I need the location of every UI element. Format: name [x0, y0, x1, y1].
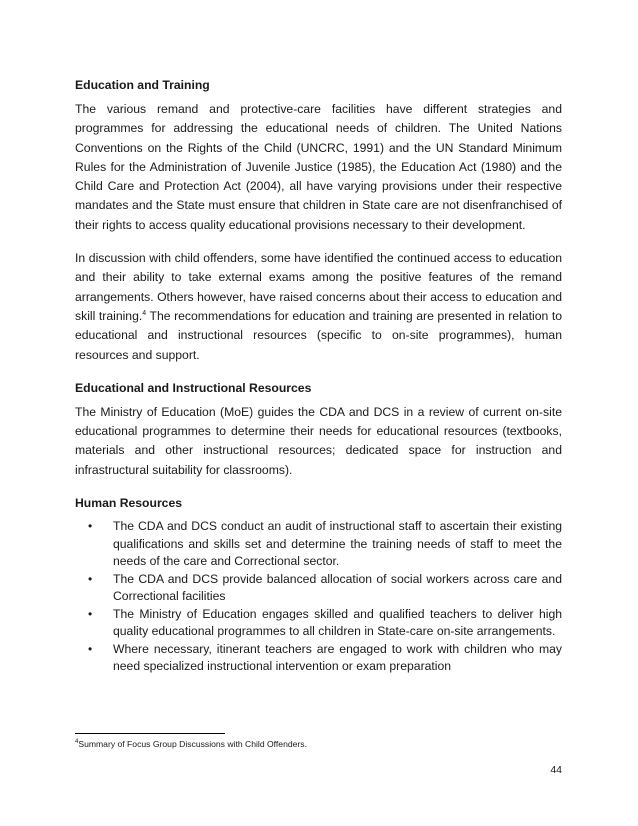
bullet-icon: • — [88, 571, 93, 586]
section-heading-human-resources: Human Resources — [75, 496, 183, 511]
footnote-number: 4 — [75, 739, 79, 746]
bullet-icon: • — [88, 606, 93, 621]
page-body — [75, 76, 562, 676]
list-item — [75, 606, 562, 641]
list-item — [75, 518, 562, 571]
list-item-text: The CDA and DCS provide balanced allocation of social workers across care and Correctional facilities — [113, 571, 562, 604]
bullet-icon: • — [88, 519, 93, 534]
page-number: 44 — [550, 764, 562, 776]
human-resources-list — [75, 518, 562, 676]
list-item-text: Where necessary, itinerant teachers are engaged to work with children who may need specialized instructional intervention or exam preparation — [113, 641, 562, 674]
list-item — [75, 571, 562, 606]
paragraph-child-offenders-part2: The recommendations for education and training are presented in relation to educational and instructional resources (specific to on-site programmes), human resources and support. — [75, 308, 562, 362]
paragraph-education-intro: The various remand and protective-care facilities have different strategies and programmes for addressing the educational needs of children. The United Nations Conventions on the Rights of the Child (UNCRC, 1991) and the UN Standard Minimum Rules for the Administration of Juvenile Justice (1985), the Education Act (1980) and the Child Care and Protection Act (2004), all have varying provisions under their respective mandates and the State must ensure that children in State care are not disenfranchised of their rights to access quality educational provisions necessary to their development. — [75, 102, 562, 232]
paragraph-child-offenders-part1: In discussion with child offenders, some have identified the continued access to education and their ability to take external exams among the positive features of the remand arrangements. Others however, have raised concerns about their access to education and skill training. — [75, 251, 562, 323]
paragraph-child-offenders — [75, 249, 562, 365]
list-item — [75, 641, 562, 676]
list-item-text: The CDA and DCS conduct an audit of instructional staff to ascertain their existing qualifications and skills set and determine the training needs of staff to meet the needs of the care and Correctional sector. — [113, 519, 562, 569]
footnote-reference[interactable]: 4 — [142, 309, 147, 317]
list-item-text: The Ministry of Education engages skilled and qualified teachers to deliver high quality educational programmes to all children in State-care on-site arrangements. — [113, 606, 562, 639]
section-heading-instructional-resources: Educational and Instructional Resources — [75, 380, 312, 395]
footnote — [75, 739, 307, 750]
paragraph-instructional-resources: The Ministry of Education (MoE) guides the CDA and DCS in a review of current on-site educational programmes to determine their needs for educational resources (textbooks, materials and other instructional resources; dedicated space for instruction and infrastructural suitability for classrooms). — [75, 404, 562, 477]
section-heading-education-training: Education and Training — [75, 78, 210, 92]
footnote-text: Summary of Focus Group Discussions with Child Offenders. — [78, 739, 307, 749]
footnote-divider — [75, 733, 225, 734]
bullet-icon: • — [88, 641, 93, 656]
